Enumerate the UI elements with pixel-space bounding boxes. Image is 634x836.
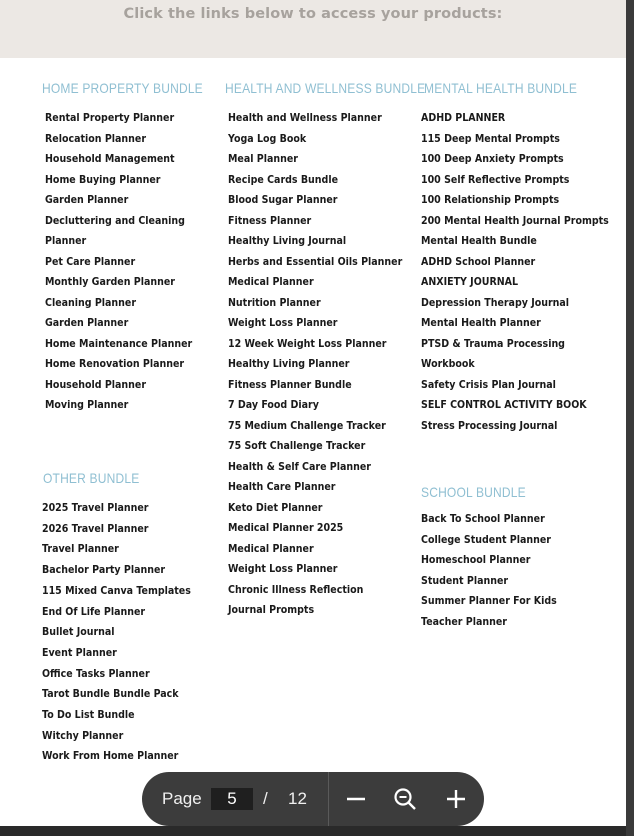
zoom-fit-button[interactable]: [391, 785, 419, 813]
product-link[interactable]: Decluttering and Cleaning: [45, 215, 185, 227]
product-link[interactable]: Fitness Planner: [228, 215, 312, 227]
mental-bundle-heading[interactable]: MENTAL HEALTH BUNDLE: [424, 80, 578, 96]
product-link[interactable]: ADHD PLANNER: [421, 113, 506, 124]
product-link[interactable]: Blood Sugar Planner: [228, 195, 338, 206]
product-link[interactable]: SELF CONTROL ACTIVITY BOOK: [421, 400, 587, 411]
product-link[interactable]: Medical Planner: [228, 277, 314, 288]
product-link[interactable]: Health Care Planner: [228, 482, 336, 493]
product-link[interactable]: Yoga Log Book: [228, 133, 307, 145]
total-pages: 12: [288, 789, 307, 808]
product-link[interactable]: Stress Processing Journal: [421, 420, 558, 432]
health-bundle-heading[interactable]: HEALTH AND WELLNESS BUNDLE: [225, 80, 426, 96]
product-link[interactable]: 7 Day Food Diary: [228, 400, 319, 411]
product-link[interactable]: Meal Planner: [228, 154, 298, 165]
product-link[interactable]: Homeschool Planner: [421, 555, 531, 566]
product-link[interactable]: 100 Relationship Prompts: [421, 195, 560, 206]
product-link[interactable]: Fitness Planner Bundle: [228, 379, 352, 391]
product-link[interactable]: Student Planner: [421, 575, 509, 587]
product-link[interactable]: Pet Care Planner: [45, 256, 136, 268]
product-link[interactable]: ANXIETY JOURNAL: [421, 277, 519, 288]
product-link[interactable]: Office Tasks Planner: [42, 668, 150, 680]
product-link[interactable]: Monthly Garden Planner: [45, 277, 175, 288]
product-link[interactable]: Event Planner: [42, 647, 117, 659]
product-link[interactable]: Health & Self Care Planner: [228, 461, 371, 473]
product-link[interactable]: Teacher Planner: [421, 616, 507, 628]
product-link[interactable]: Health and Wellness Planner: [228, 113, 382, 124]
product-link[interactable]: Weight Loss Planner: [228, 564, 338, 575]
school-bundle-heading[interactable]: SCHOOL BUNDLE: [421, 484, 526, 500]
product-link[interactable]: Tarot Bundle Bundle Pack: [42, 689, 179, 701]
page-label: Page: [162, 789, 202, 808]
page-separator: /: [263, 789, 268, 808]
other-bundle-heading[interactable]: OTHER BUNDLE: [43, 470, 140, 486]
product-link[interactable]: Home Maintenance Planner: [45, 338, 193, 350]
product-link[interactable]: 115 Mixed Canva Templates: [42, 585, 191, 597]
product-link[interactable]: Relocation Planner: [45, 133, 146, 145]
product-link[interactable]: Workbook: [421, 359, 475, 370]
product-link[interactable]: 100 Deep Anxiety Prompts: [421, 154, 564, 165]
product-link[interactable]: Recipe Cards Bundle: [228, 174, 339, 186]
home-bundle-heading[interactable]: HOME PROPERTY BUNDLE: [42, 80, 203, 96]
product-link[interactable]: Bachelor Party Planner: [42, 565, 166, 577]
banner-text: Click the links below to access your products:: [123, 6, 503, 22]
product-link[interactable]: Healthy Living Planner: [228, 359, 350, 370]
product-link[interactable]: Medical Planner 2025: [228, 523, 344, 534]
page-number-input[interactable]: [211, 788, 253, 810]
product-link[interactable]: 2025 Travel Planner: [42, 503, 149, 514]
zoom-in-button[interactable]: [442, 785, 470, 813]
product-link[interactable]: Work From Home Planner: [42, 751, 179, 763]
banner: [0, 0, 626, 58]
toolbar-divider: [328, 772, 329, 826]
product-link[interactable]: To Do List Bundle: [42, 710, 135, 721]
pdf-toolbar: [142, 772, 484, 826]
magnifier-minus-icon: [391, 785, 419, 813]
product-link[interactable]: Journal Prompts: [228, 605, 315, 616]
product-link[interactable]: Household Planner: [45, 379, 147, 391]
product-link[interactable]: Household Management: [45, 154, 175, 165]
minus-icon: [342, 785, 370, 813]
product-link[interactable]: Summer Planner For Kids: [421, 596, 557, 607]
product-link[interactable]: Nutrition Planner: [228, 297, 321, 309]
product-link[interactable]: Weight Loss Planner: [228, 318, 338, 329]
product-link[interactable]: Moving Planner: [45, 400, 129, 411]
product-link[interactable]: 75 Medium Challenge Tracker: [228, 420, 386, 432]
product-link[interactable]: 200 Mental Health Journal Prompts: [421, 215, 609, 227]
product-link[interactable]: Home Buying Planner: [45, 174, 161, 186]
product-link[interactable]: Garden Planner: [45, 318, 129, 329]
product-link[interactable]: Herbs and Essential Oils Planner: [228, 256, 403, 268]
product-link[interactable]: Rental Property Planner: [45, 113, 175, 124]
product-link[interactable]: Garden Planner: [45, 195, 129, 206]
product-link[interactable]: Safety Crisis Plan Journal: [421, 379, 556, 391]
product-link[interactable]: Cleaning Planner: [45, 297, 137, 309]
product-link[interactable]: 115 Deep Mental Prompts: [421, 133, 560, 145]
product-link[interactable]: Mental Health Planner: [421, 318, 541, 329]
product-link[interactable]: Home Renovation Planner: [45, 359, 185, 370]
product-link[interactable]: Planner: [45, 236, 87, 247]
product-link[interactable]: 75 Soft Challenge Tracker: [228, 441, 366, 452]
product-link[interactable]: Mental Health Bundle: [421, 236, 537, 247]
page-edge: [626, 0, 634, 836]
product-link[interactable]: 100 Self Reflective Prompts: [421, 174, 570, 186]
product-link[interactable]: Witchy Planner: [42, 730, 124, 742]
product-link[interactable]: 12 Week Weight Loss Planner: [228, 338, 387, 350]
product-link[interactable]: PTSD & Trauma Processing: [421, 338, 565, 350]
product-link[interactable]: Travel Planner: [42, 544, 119, 556]
product-link[interactable]: Medical Planner: [228, 543, 314, 555]
product-link[interactable]: Chronic Illness Reflection: [228, 584, 364, 596]
product-link[interactable]: 2026 Travel Planner: [42, 523, 149, 535]
product-link[interactable]: Healthy Living Journal: [228, 236, 347, 247]
zoom-out-button[interactable]: [342, 785, 370, 813]
product-link[interactable]: Depression Therapy Journal: [421, 297, 570, 309]
product-link[interactable]: Back To School Planner: [421, 514, 545, 525]
product-link[interactable]: College Student Planner: [421, 534, 551, 546]
product-link[interactable]: ADHD School Planner: [421, 256, 536, 268]
product-link[interactable]: End Of Life Planner: [42, 606, 146, 618]
product-link[interactable]: Keto Diet Planner: [228, 502, 323, 514]
plus-icon: [442, 785, 470, 813]
product-link[interactable]: Bullet Journal: [42, 627, 115, 639]
